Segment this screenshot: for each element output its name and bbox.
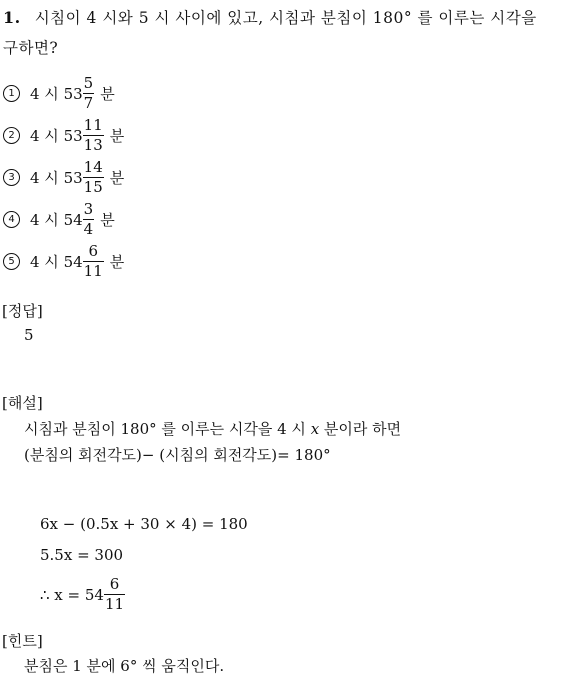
option-5[interactable]	[3, 244, 124, 279]
option-prefix-3: 4 시 53	[30, 169, 83, 187]
option-fraction-2	[83, 118, 104, 153]
option-numerator-5: 6	[88, 242, 98, 260]
option-numerator-4: 3	[83, 200, 94, 218]
question-text-1: 시침이 4 시와 5 시 사이에 있고, 시침과 분침이 180° 를 이루는 시각을	[34, 9, 537, 27]
option-4[interactable]	[3, 202, 115, 237]
option-fraction-5	[83, 244, 104, 279]
option-denominator-4: 4	[83, 220, 94, 238]
explanation-line-1	[24, 418, 401, 439]
explanation-line-1-b: 분이라 하면	[319, 420, 402, 438]
option-2[interactable]	[3, 118, 124, 153]
equation-3-numerator: 6	[109, 575, 120, 593]
option-denominator-3: 15	[83, 178, 103, 196]
option-numerator-3: 14	[83, 158, 103, 176]
hint-label: [힌트]	[2, 632, 43, 650]
option-prefix-4: 4 시 54	[30, 211, 83, 229]
question-number: 1.	[3, 8, 21, 27]
explanation-label: [해설]	[2, 394, 43, 412]
option-suffix-2: 분	[109, 127, 125, 145]
explanation-line-2: (분침의 회전각도)− (시침의 회전각도)= 180°	[24, 446, 331, 464]
option-fraction-1	[83, 76, 95, 111]
option-3[interactable]	[3, 160, 124, 195]
option-denominator-2: 13	[83, 136, 103, 154]
question-text-2: 구하면?	[3, 39, 59, 57]
option-prefix-5: 4 시 54	[30, 253, 83, 271]
equation-3	[40, 577, 131, 612]
answer-value: 5	[24, 326, 34, 344]
option-denominator-5: 11	[83, 262, 103, 280]
option-marker-4: 4	[3, 211, 20, 228]
option-marker-1: 1	[3, 85, 20, 102]
answer-label: [정답]	[2, 302, 43, 320]
question-line-1	[3, 6, 537, 28]
option-1[interactable]	[3, 76, 115, 111]
option-marker-3: 3	[3, 169, 20, 186]
equation-3-denominator: 11	[104, 595, 125, 613]
option-suffix-4: 분	[100, 211, 115, 229]
hint-text: 분침은 1 분에 6° 씩 움직인다.	[24, 657, 225, 675]
option-suffix-5: 분	[109, 253, 125, 271]
equation-3-prefix: ∴ x = 54	[40, 585, 104, 604]
option-numerator-2: 11	[83, 116, 103, 134]
option-denominator-1: 7	[83, 94, 94, 112]
option-marker-2: 2	[3, 127, 20, 144]
equation-3-fraction	[104, 577, 125, 612]
option-suffix-3: 분	[109, 169, 125, 187]
equation-1: 6x − (0.5x + 30 × 4) = 180	[40, 515, 248, 533]
option-fraction-4	[83, 202, 95, 237]
option-prefix-1: 4 시 53	[30, 85, 83, 103]
option-prefix-2: 4 시 53	[30, 127, 83, 145]
equation-2: 5.5x = 300	[40, 546, 124, 564]
option-marker-5: 5	[3, 253, 20, 270]
explanation-line-1-a: 시침과 분침이 180° 를 이루는 시각을 4 시	[24, 420, 311, 438]
explanation-variable: x	[310, 420, 320, 438]
option-fraction-3	[83, 160, 104, 195]
option-numerator-1: 5	[83, 74, 94, 92]
option-suffix-1: 분	[100, 85, 115, 103]
